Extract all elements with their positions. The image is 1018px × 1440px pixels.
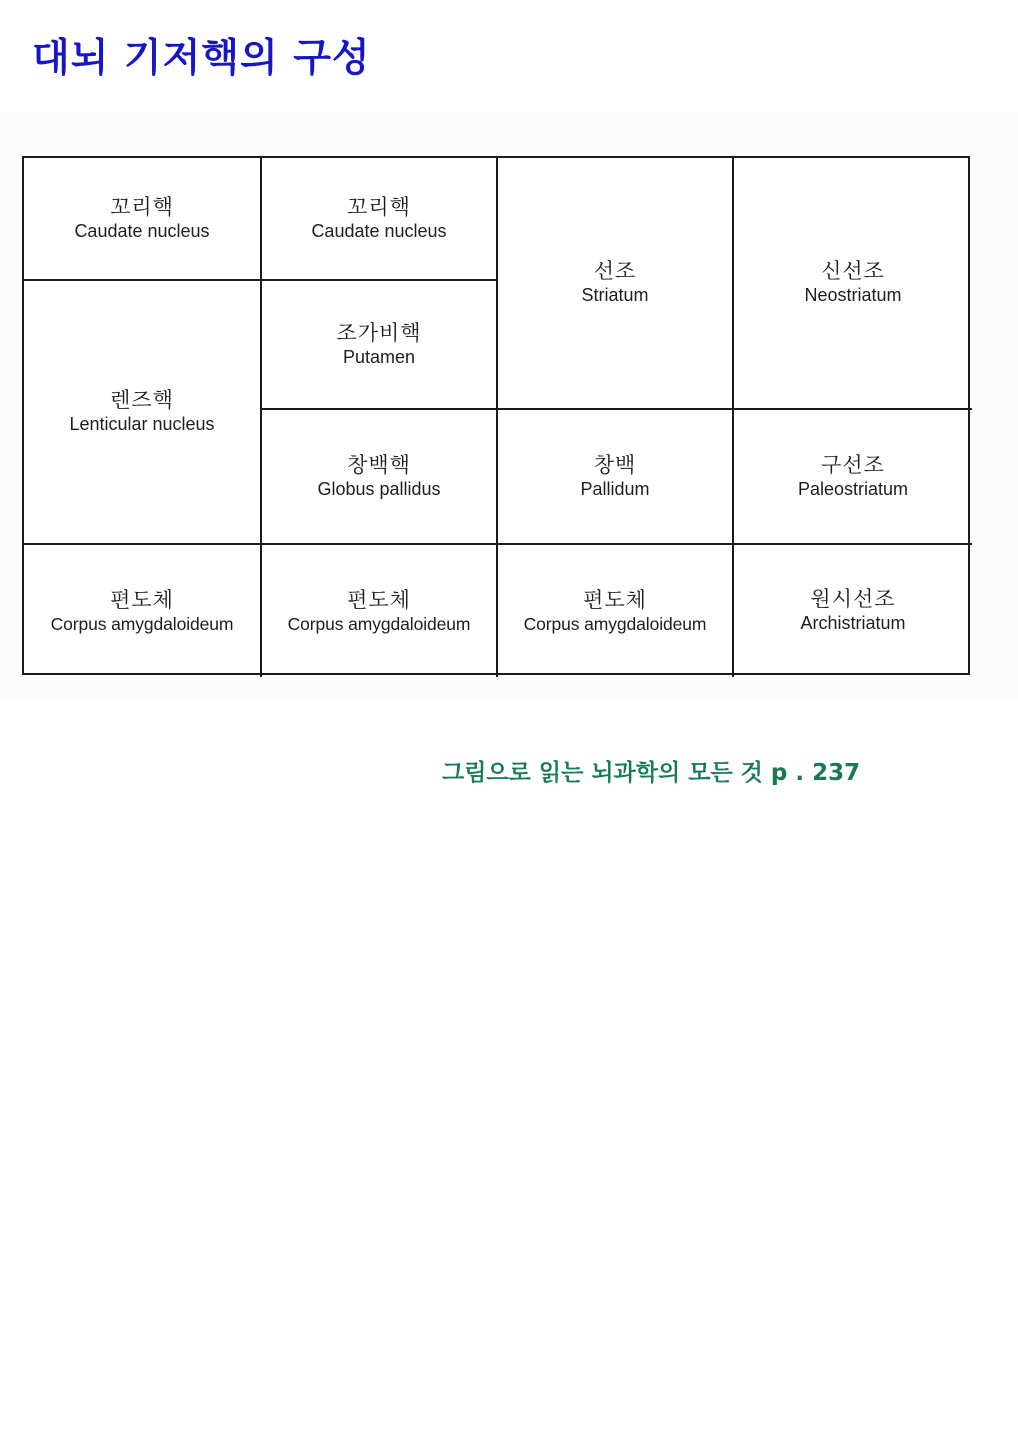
cell-latin-label: Paleostriatum <box>797 478 909 499</box>
cell-latin-label: Corpus amygdaloideum <box>50 613 234 634</box>
cell-latin-label: Globus pallidus <box>317 478 441 499</box>
page-title: 대뇌 기저핵의 구성 <box>32 36 371 81</box>
cell-corpus-amygdaloideum <box>498 545 734 677</box>
cell-latin-label: Caudate nucleus <box>311 220 447 241</box>
cell-latin-label: Corpus amygdaloideum <box>523 613 707 634</box>
cell-latin-label: Neostriatum <box>804 285 902 306</box>
source-citation: 그림으로 읽는 뇌과학의 모든 것 p . 237 <box>442 760 861 786</box>
cell-latin-label: Striatum <box>581 285 649 306</box>
cell-korean-label: 창백핵 <box>347 452 411 477</box>
cell-korean-label: 꼬리핵 <box>347 194 411 219</box>
cell-neostriatum <box>734 158 972 410</box>
basal-ganglia-table <box>22 156 970 675</box>
cell-striatum <box>498 158 734 410</box>
cell-latin-label: Corpus amygdaloideum <box>287 613 471 634</box>
cell-latin-label: Lenticular nucleus <box>69 414 215 435</box>
cell-korean-label: 선조 <box>593 259 637 284</box>
cell-latin-label: Putamen <box>342 346 416 367</box>
cell-korean-label: 창백 <box>593 452 637 477</box>
cell-latin-label: Caudate nucleus <box>74 220 210 241</box>
cell-caudate-nucleus <box>24 158 262 281</box>
cell-korean-label: 편도체 <box>347 587 411 612</box>
cell-latin-label: Archistriatum <box>800 613 906 634</box>
cell-corpus-amygdaloideum <box>262 545 498 677</box>
cell-korean-label: 구선조 <box>821 452 885 477</box>
cell-caudate-nucleus <box>262 158 498 281</box>
cell-korean-label: 렌즈핵 <box>110 388 174 413</box>
cell-korean-label: 꼬리핵 <box>110 194 174 219</box>
cell-putamen <box>262 281 498 410</box>
cell-globus-pallidus <box>262 410 498 545</box>
cell-korean-label: 편도체 <box>583 587 647 612</box>
cell-archistriatum <box>734 545 972 677</box>
cell-lenticular-nucleus <box>24 281 262 545</box>
cell-korean-label: 조가비핵 <box>336 320 422 345</box>
cell-pallidum <box>498 410 734 545</box>
cell-paleostriatum <box>734 410 972 545</box>
cell-latin-label: Pallidum <box>580 478 650 499</box>
cell-korean-label: 편도체 <box>110 587 174 612</box>
cell-korean-label: 원시선조 <box>810 587 896 612</box>
cell-corpus-amygdaloideum <box>24 545 262 677</box>
cell-korean-label: 신선조 <box>821 259 885 284</box>
